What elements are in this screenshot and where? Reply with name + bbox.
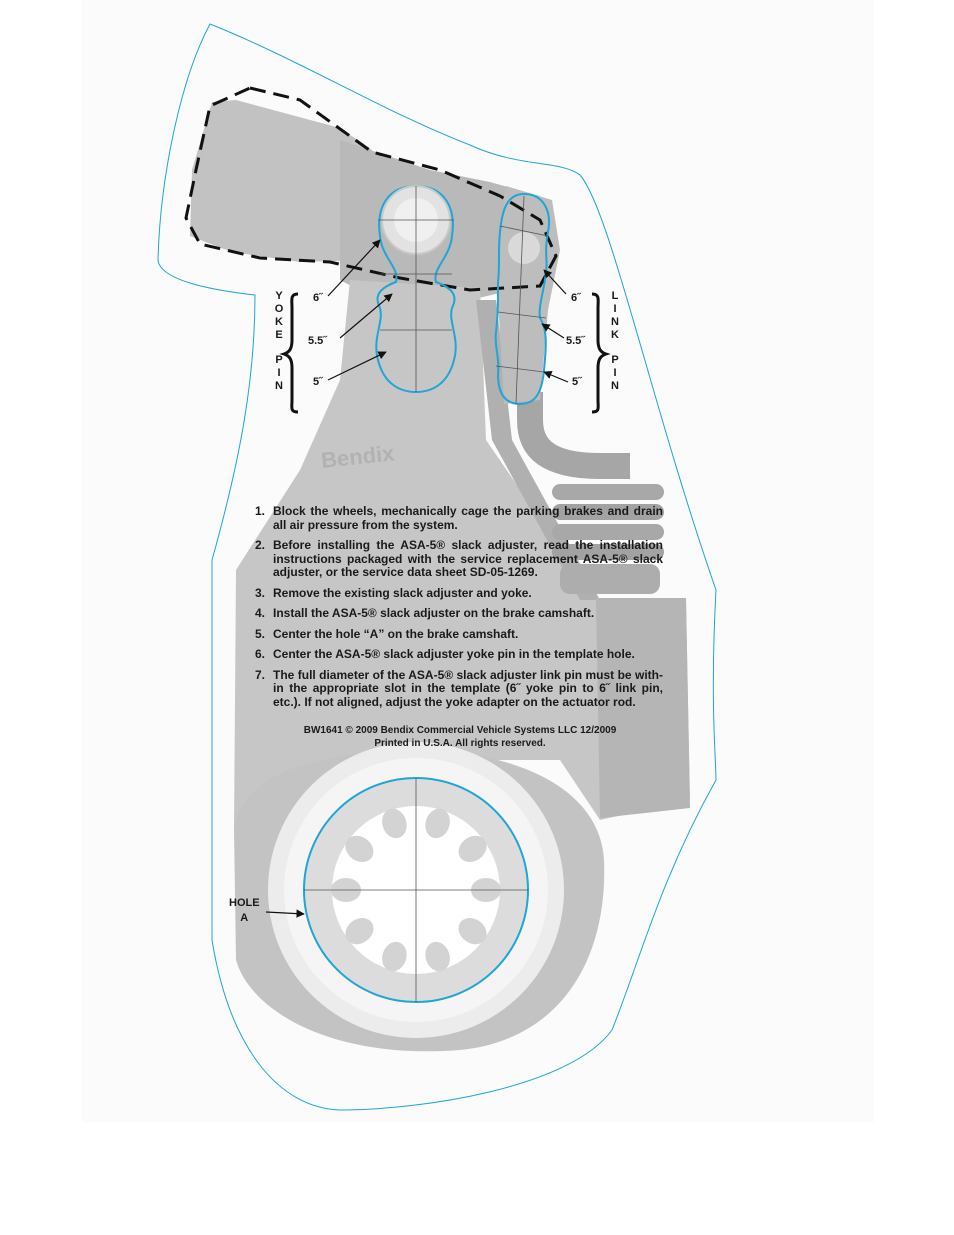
yoke-letter: [273, 342, 285, 354]
hole-label-line2: A: [240, 912, 249, 924]
link-letter: K: [611, 329, 619, 341]
link-letter: I: [613, 303, 617, 315]
footer: [300, 724, 620, 750]
hole-a-label: [229, 896, 260, 926]
yoke-letter: Y: [275, 290, 283, 302]
yoke-size-5: 5˝: [313, 376, 323, 388]
instruction-text: Center the hole “A” on the brake camshaft.: [273, 626, 519, 641]
link-letter: [609, 342, 621, 354]
instruction-item: [255, 505, 663, 532]
footer-line2: Printed in U.S.A. All rights reserved.: [374, 738, 546, 749]
link-size-6: 6˝: [571, 292, 581, 304]
yoke-size-5-5: 5.5˝: [308, 335, 327, 347]
yoke-letter: I: [277, 367, 281, 379]
link-letter: L: [611, 290, 619, 302]
link-size-5-5: 5.5˝: [566, 335, 585, 347]
brand-watermark: Bendix: [319, 440, 396, 473]
link-letter: N: [611, 380, 619, 392]
instruction-item: [255, 628, 663, 642]
installation-instructions: [255, 505, 663, 716]
yoke-letter: P: [275, 354, 283, 366]
instruction-text: Remove the existing slack adjuster and yoke.: [273, 585, 532, 600]
instruction-item: [255, 539, 663, 580]
link-letter: P: [611, 354, 619, 366]
yoke-pin-label: [273, 290, 285, 393]
link-size-5: 5˝: [572, 376, 582, 388]
instruction-item: [255, 669, 663, 710]
instruction-text: Block the wheels, mechanically cage the parking brakes and drain all air pressure from the system.: [273, 504, 663, 532]
instruction-item: [255, 607, 663, 621]
instruction-number: 5.: [255, 626, 266, 641]
instruction-number: 6.: [255, 647, 266, 661]
instruction-number: 1.: [255, 504, 266, 518]
instruction-number: 7.: [255, 667, 266, 682]
link-letter: N: [611, 316, 619, 328]
yoke-letter: K: [275, 316, 283, 328]
link-letter: I: [613, 367, 617, 379]
instruction-text: Center the ASA-5® slack adjuster yoke pin in the template hole.: [273, 647, 635, 661]
yoke-letter: E: [275, 329, 283, 341]
yoke-letter: N: [275, 380, 283, 392]
footer-line1: BW1641 © 2009 Bendix Commercial Vehicle Systems LLC 12/2009: [303, 725, 617, 736]
link-pin-label: [609, 290, 621, 393]
yoke-letter: O: [274, 303, 284, 315]
instruction-number: 2.: [255, 538, 266, 552]
instruction-number: 4.: [255, 606, 266, 620]
instruction-number: 3.: [255, 585, 266, 600]
instruction-text: The full diameter of the ASA-5® slack adjuster link pin must be with-in the appropriate slot in the template (6˝ yoke pin to 6˝ link pin, etc.). If not aligned, adjust the yoke adapter on the actuator rod.: [273, 667, 663, 709]
hole-label-line1: HOLE: [229, 897, 260, 909]
instruction-item: [255, 587, 663, 601]
instruction-item: [255, 648, 663, 662]
instruction-text: Before installing the ASA-5® slack adjuster, read the installation instructions packaged with the service replacement ASA-5® slack adjuster, or the service data sheet SD-05-1269.: [273, 538, 663, 579]
instruction-text: Install the ASA-5® slack adjuster on the brake camshaft.: [273, 606, 595, 620]
yoke-size-6: 6˝: [313, 292, 323, 304]
